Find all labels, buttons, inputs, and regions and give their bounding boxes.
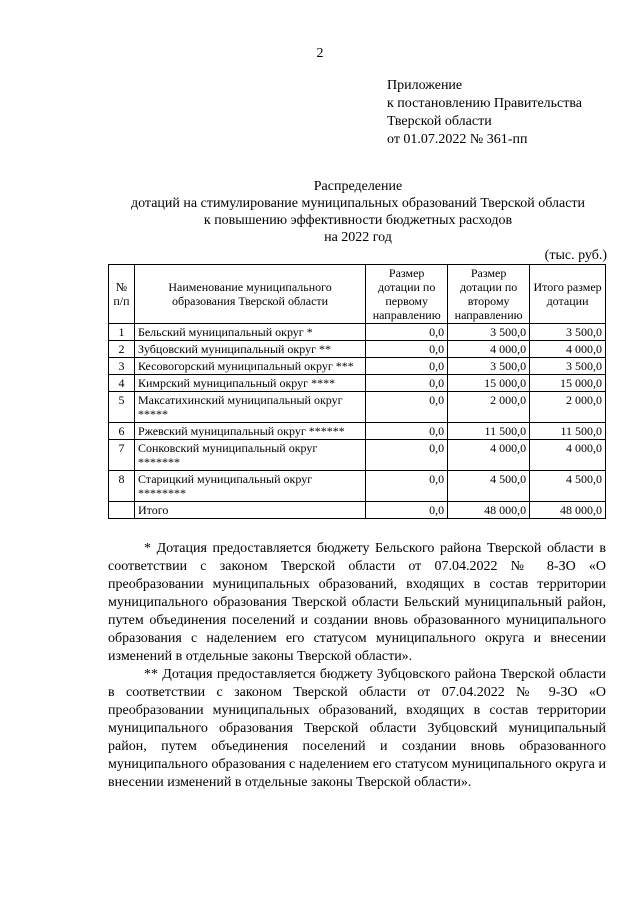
cell-num: 7 [109, 440, 135, 471]
cell-total: 4 000,0 [530, 341, 606, 358]
cell-total: 3 500,0 [530, 358, 606, 375]
cell-total: 4 000,0 [530, 440, 606, 471]
appendix-block [387, 77, 582, 149]
cell-first: 0,0 [366, 375, 448, 392]
cell-num: 8 [109, 471, 135, 502]
title-line: к повышению эффективности бюджетных расходов [203, 213, 513, 228]
cell-total: 2 000,0 [530, 392, 606, 423]
cell-total: 15 000,0 [530, 375, 606, 392]
header-first: Размер дотации по первому направлению [366, 265, 448, 324]
cell-first: 0,0 [366, 358, 448, 375]
cell-name: Ржевский муниципальный округ ****** [134, 423, 365, 440]
cell-name: Зубцовский муниципальный округ ** [134, 341, 365, 358]
cell-first: 0,0 [366, 392, 448, 423]
appendix-line: Приложение [387, 78, 463, 93]
footnote: ** Дотация предоставляется бюджету Зубцовского района Тверской области в соответствии с законом Тверской области от 07.04.2022 № 9-ЗО «О преобразовании муниципальных образований, входящих в состав территории муниципального образования Тверской области Зубцовский муниципальный район, путем объединения поселений и создании вновь образованного муниципального образования с наделением его статусом муниципального округа и внесении изменений в отдельные законы Тверской области». [108, 667, 606, 790]
cell-name: Кесовогорский муниципальный округ *** [134, 358, 365, 375]
table-header-row [109, 265, 606, 324]
cell-first: 0,0 [366, 502, 448, 519]
cell-name: Итого [134, 502, 365, 519]
cell-second: 15 000,0 [448, 375, 530, 392]
title-line: Распределение [313, 179, 403, 194]
table-row [109, 440, 606, 471]
units-label: (тыс. руб.) [544, 248, 607, 263]
cell-second: 4 000,0 [448, 341, 530, 358]
cell-total: 3 500,0 [530, 324, 606, 341]
cell-second: 3 500,0 [448, 324, 530, 341]
cell-num: 2 [109, 341, 135, 358]
distribution-table [108, 264, 606, 519]
cell-second: 4 500,0 [448, 471, 530, 502]
table-row [109, 423, 606, 440]
cell-first: 0,0 [366, 423, 448, 440]
header-total: Итого размер дотации [530, 265, 606, 324]
cell-name: Кимрский муниципальный округ **** [134, 375, 365, 392]
cell-num: 3 [109, 358, 135, 375]
cell-name: Старицкий муниципальный округ ******** [134, 471, 365, 502]
header-num: № п/п [109, 265, 135, 324]
header-second: Размер дотации по второму направлению [448, 265, 530, 324]
table-row [109, 471, 606, 502]
cell-first: 0,0 [366, 440, 448, 471]
cell-first: 0,0 [366, 471, 448, 502]
cell-num [109, 502, 135, 519]
page-number: 2 [316, 46, 324, 61]
cell-num: 5 [109, 392, 135, 423]
cell-first: 0,0 [366, 324, 448, 341]
cell-total: 4 500,0 [530, 471, 606, 502]
cell-second: 4 000,0 [448, 440, 530, 471]
cell-second: 3 500,0 [448, 358, 530, 375]
cell-num: 1 [109, 324, 135, 341]
cell-second: 48 000,0 [448, 502, 530, 519]
header-name: Наименование муниципального образования Тверской области [134, 265, 365, 324]
table-row [109, 375, 606, 392]
cell-total: 48 000,0 [530, 502, 606, 519]
table-total-row [109, 502, 606, 519]
footnotes [108, 540, 606, 792]
document-title [100, 178, 616, 246]
cell-num: 4 [109, 375, 135, 392]
cell-name: Сонковский муниципальный округ ******* [134, 440, 365, 471]
cell-total: 11 500,0 [530, 423, 606, 440]
appendix-line: к постановлению Правительства [387, 96, 583, 111]
footnote: * Дотация предоставляется бюджету Бельского района Тверской области в соответствии с законом Тверской области от 07.04.2022 № 8-ЗО «О преобразовании муниципальных образований, входящих в состав территории муниципального образования Тверской области Бельский муниципальный район, путем объединения поселений и создании вновь образованного муниципального образования с наделением его статусом муниципального округа и внесении изменений в отдельные законы Тверской области». [108, 541, 606, 664]
cell-second: 2 000,0 [448, 392, 530, 423]
table-row [109, 324, 606, 341]
table-row [109, 392, 606, 423]
title-line: дотаций на стимулирование муниципальных образований Тверской области [130, 196, 586, 211]
cell-name: Максатихинский муниципальный округ ***** [134, 392, 365, 423]
table-row [109, 341, 606, 358]
appendix-line: Тверской области [387, 114, 492, 129]
cell-first: 0,0 [366, 341, 448, 358]
cell-second: 11 500,0 [448, 423, 530, 440]
cell-name: Бельский муниципальный округ * [134, 324, 365, 341]
cell-num: 6 [109, 423, 135, 440]
title-line: на 2022 год [324, 230, 392, 245]
appendix-line: от 01.07.2022 № 361-пп [387, 132, 528, 147]
table-row [109, 358, 606, 375]
